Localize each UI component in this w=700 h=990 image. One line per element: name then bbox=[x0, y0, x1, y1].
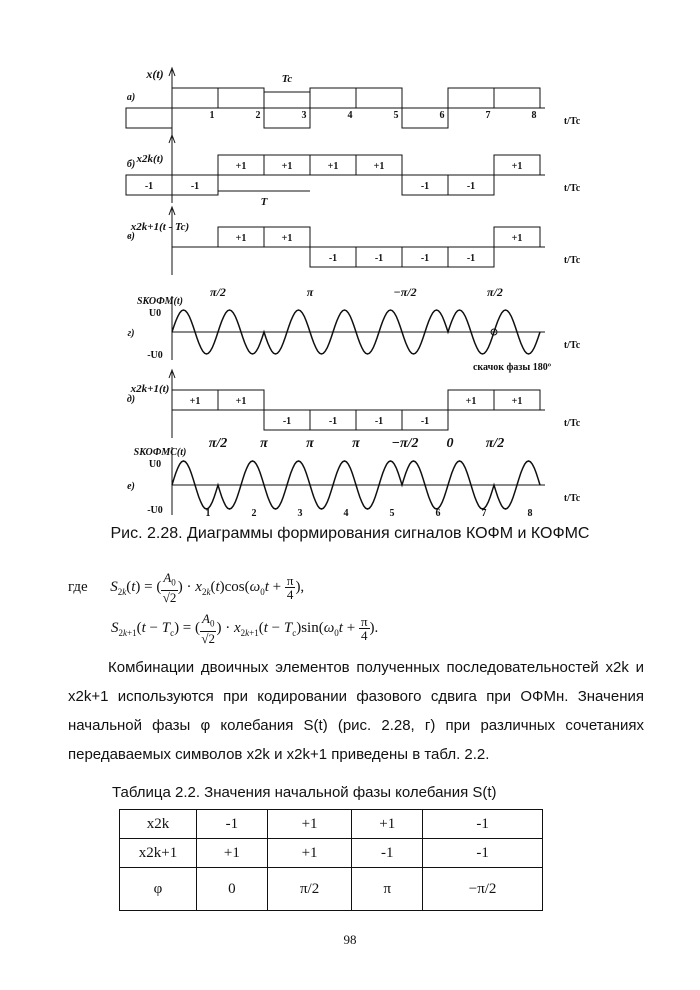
level-label: +1 bbox=[281, 161, 293, 172]
table-cell: -1 bbox=[352, 839, 423, 868]
table-caption: Таблица 2.2. Значения начальной фазы колебания S(t) bbox=[112, 784, 497, 801]
formula-s2k1: $S_{2k+1}(t - T_c)$ = ( $\frac{A_0}{√2}$ ) · $x_{2k+1}(t - T_c)\sin(\omega_0t$ + $\frac{\pi}{4}$ ). bbox=[111, 611, 379, 646]
level-label: -1 bbox=[420, 416, 430, 427]
formula-where-label: где bbox=[68, 579, 88, 596]
axis-unit-label: t/Tc bbox=[563, 183, 581, 194]
page-number: 98 bbox=[343, 932, 357, 947]
tick-label: 6 bbox=[435, 508, 441, 519]
table-cell: -1 bbox=[423, 810, 543, 839]
tick-label: 7 bbox=[481, 508, 487, 519]
tick-label: 2 bbox=[255, 110, 261, 121]
phase-label: π/2 bbox=[210, 285, 226, 299]
panel-letter: б) bbox=[126, 159, 136, 170]
signal-segment bbox=[218, 88, 264, 108]
phase-label: π/2 bbox=[487, 285, 503, 299]
level-label: -1 bbox=[190, 181, 200, 192]
level-label: -1 bbox=[144, 181, 154, 192]
t-label: T bbox=[260, 196, 268, 208]
table-cell: +1 bbox=[197, 839, 268, 868]
phase-label: π bbox=[306, 436, 314, 451]
amplitude-top-label: U0 bbox=[148, 308, 162, 319]
table-row bbox=[120, 839, 543, 868]
table-cell: -1 bbox=[423, 839, 543, 868]
level-label: +1 bbox=[511, 396, 523, 407]
phase-label: π bbox=[306, 285, 314, 299]
tc-label: Tc bbox=[281, 73, 293, 85]
phase-label: π bbox=[260, 436, 268, 451]
level-label: +1 bbox=[235, 161, 247, 172]
level-label: -1 bbox=[466, 253, 476, 264]
tick-label: 3 bbox=[297, 508, 303, 519]
phase-label: π/2 bbox=[485, 436, 505, 451]
level-label: -1 bbox=[466, 181, 476, 192]
signal-segment bbox=[448, 88, 494, 108]
table-cell: +1 bbox=[267, 839, 352, 868]
signal-segment bbox=[356, 88, 402, 108]
tick-label: 4 bbox=[343, 508, 349, 519]
table-cell: π bbox=[352, 868, 423, 911]
tick-label: 1 bbox=[205, 508, 211, 519]
table-row-head: x2k+1 bbox=[120, 839, 197, 868]
amplitude-top-label: U0 bbox=[148, 459, 162, 470]
body-paragraph: Комбинации двоичных элементов полученных последовательностей x2k и x2k+1 используются при кодировании фазового сдвига при ОФМн. Значения начальной фазы φ колебания S(t) (рис. 2.28, г) при различных сочетаниях передаваемых символов x2k и x2k+1 приведены в табл. 2.2. bbox=[68, 659, 644, 763]
tick-label: 3 bbox=[301, 110, 307, 121]
level-label: +1 bbox=[327, 161, 339, 172]
axis-unit-label: t/Tc bbox=[563, 116, 581, 127]
table-cell: -1 bbox=[197, 810, 268, 839]
panel-ylabel: SКОФМ(t) bbox=[137, 296, 183, 307]
phase-table bbox=[119, 809, 543, 911]
table-row bbox=[120, 868, 543, 911]
panel-letter: д) bbox=[126, 394, 136, 405]
panel-letter: г) bbox=[127, 328, 135, 339]
table-row-head: x2k bbox=[120, 810, 197, 839]
axis-unit-label: t/Tc bbox=[563, 255, 581, 266]
level-label: +1 bbox=[235, 233, 247, 244]
level-label: +1 bbox=[465, 396, 477, 407]
level-label: +1 bbox=[511, 161, 523, 172]
signal-segment bbox=[310, 88, 356, 108]
panel-ylabel: x2k+1(t) bbox=[130, 383, 170, 395]
figure-caption: Рис. 2.28. Диаграммы формирования сигналов КОФМ и КОФМС bbox=[110, 525, 590, 542]
panel-letter: в) bbox=[127, 231, 135, 242]
table-row bbox=[120, 810, 543, 839]
tick-label: 1 bbox=[209, 110, 215, 121]
panel-letter: е) bbox=[127, 481, 135, 492]
level-label: +1 bbox=[511, 233, 523, 244]
table-cell: +1 bbox=[352, 810, 423, 839]
level-label: +1 bbox=[373, 161, 385, 172]
panel-letter: а) bbox=[126, 92, 136, 103]
tick-label: 6 bbox=[439, 110, 445, 121]
tick-label: 2 bbox=[251, 508, 257, 519]
axis-unit-label: t/Tc bbox=[563, 493, 581, 504]
formula-s2k: где $S_{2k}(t)$ = ( $\frac{A_0}{√2}$ ) · $x_{2k}(t)\cos(\omega_0t$ + $\frac{\pi}{4}$ ), bbox=[68, 570, 305, 605]
level-label: -1 bbox=[420, 181, 430, 192]
amplitude-bottom-label: -U0 bbox=[147, 505, 163, 516]
level-label: +1 bbox=[189, 396, 201, 407]
table-cell: π/2 bbox=[267, 868, 352, 911]
tick-label: 5 bbox=[393, 110, 399, 121]
level-label: -1 bbox=[420, 253, 430, 264]
panel-ylabel: x2k(t) bbox=[136, 153, 164, 165]
phase-label: −π/2 bbox=[391, 436, 419, 451]
amplitude-bottom-label: -U0 bbox=[147, 350, 163, 361]
table-row-head: φ bbox=[120, 868, 197, 911]
level-label: -1 bbox=[282, 416, 292, 427]
tick-label: 4 bbox=[347, 110, 353, 121]
level-label: -1 bbox=[328, 416, 338, 427]
tick-label: 8 bbox=[527, 508, 533, 519]
panel-ylabel: SКОФМС(t) bbox=[133, 447, 187, 458]
axis-unit-label: t/Tc bbox=[563, 418, 581, 429]
level-label: -1 bbox=[374, 416, 384, 427]
table-cell: −π/2 bbox=[423, 868, 543, 911]
table-cell: 0 bbox=[197, 868, 268, 911]
panel-ylabel: x(t) bbox=[146, 67, 164, 81]
phase-label: −π/2 bbox=[393, 285, 417, 299]
tick-label: 8 bbox=[531, 110, 537, 121]
signal-segment bbox=[126, 108, 172, 128]
level-label: -1 bbox=[374, 253, 384, 264]
axis-unit-label: t/Tc bbox=[563, 340, 581, 351]
phase-label: π bbox=[352, 436, 360, 451]
phase-label: 0 bbox=[446, 436, 454, 451]
level-label: +1 bbox=[281, 233, 293, 244]
signal-segment bbox=[172, 88, 218, 108]
level-label: +1 bbox=[235, 396, 247, 407]
signal-segment bbox=[494, 88, 540, 108]
phase-jump-label: скачок фазы 180º bbox=[472, 362, 552, 373]
phase-label: π/2 bbox=[208, 436, 228, 451]
tick-label: 7 bbox=[485, 110, 491, 121]
level-label: -1 bbox=[328, 253, 338, 264]
panel-ylabel: x2k+1(t - Tc) bbox=[130, 221, 190, 233]
table-cell: +1 bbox=[267, 810, 352, 839]
tick-label: 5 bbox=[389, 508, 395, 519]
